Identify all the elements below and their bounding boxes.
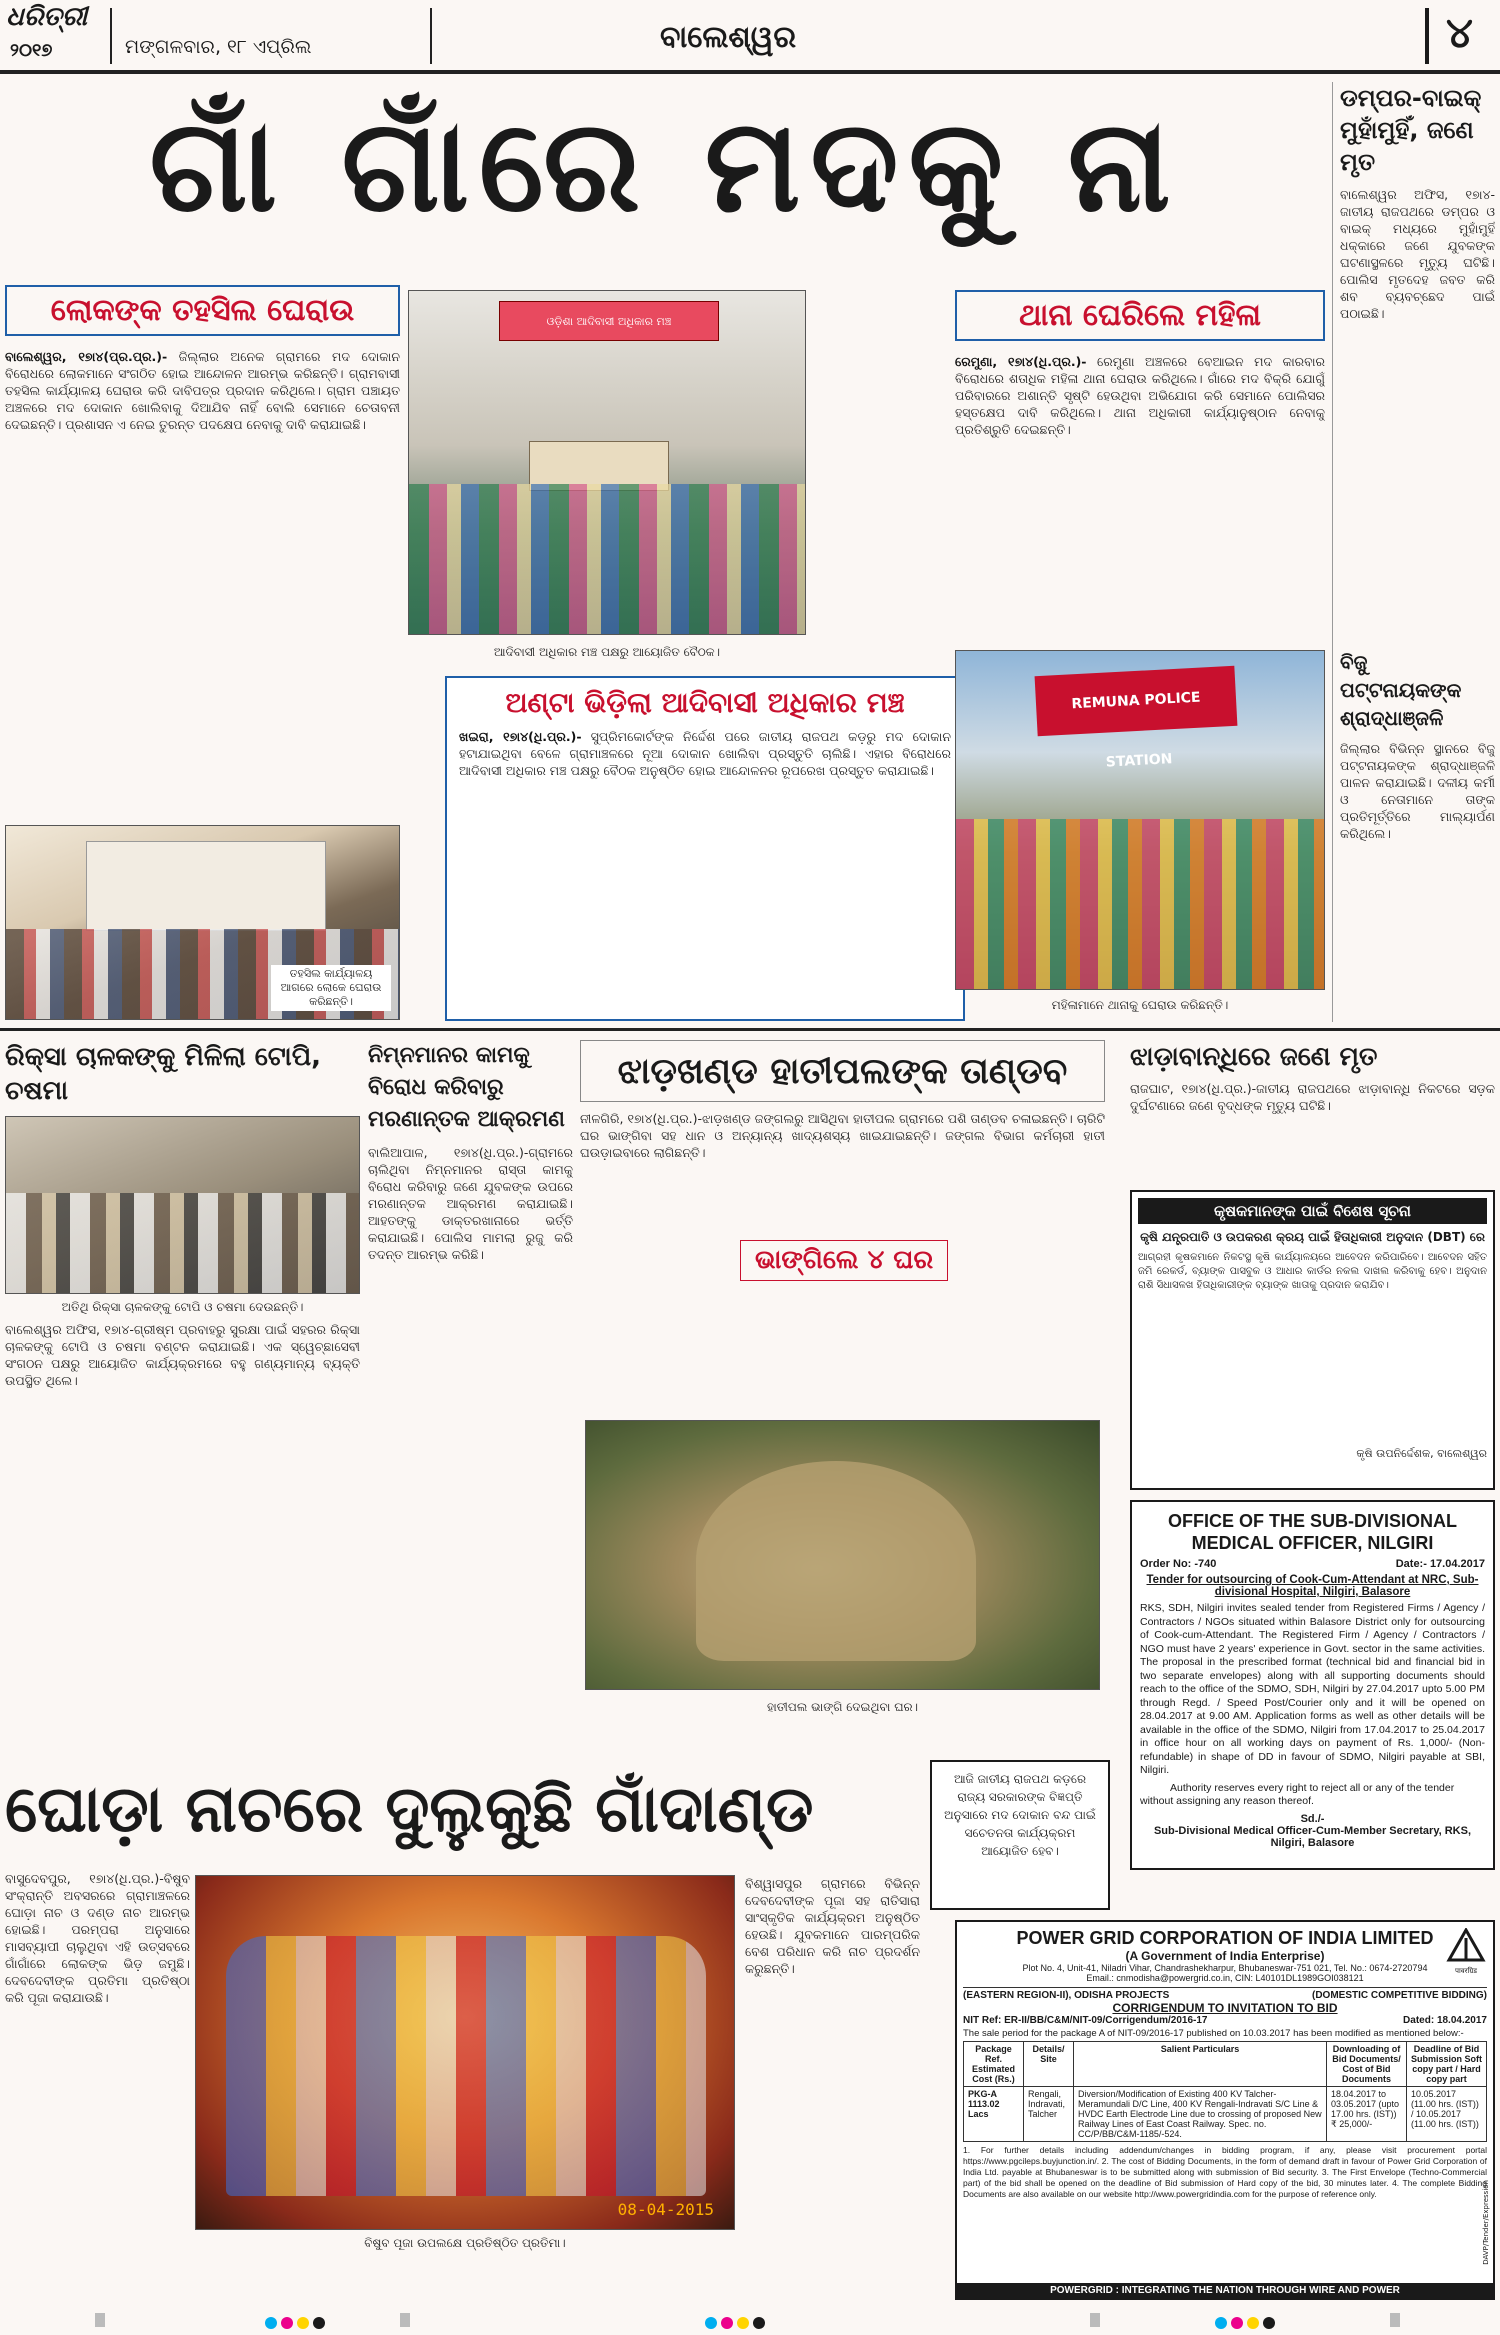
black-dot-icon — [1263, 2317, 1275, 2329]
table-cell: PKG-A 1113.02 Lacs — [964, 2087, 1024, 2142]
right-story — [955, 290, 1325, 645]
masthead-separator — [110, 8, 112, 64]
powergrid-table-header — [964, 2042, 1487, 2087]
powergrid-vertical-code: DAVP/Tender/Expression — [1482, 2180, 1490, 2265]
gray-bar-mid-2 — [1090, 2313, 1100, 2327]
center-story-body — [459, 728, 951, 1008]
black-dot-icon — [313, 2317, 325, 2329]
registration-marks — [0, 2305, 1500, 2335]
sdmo-authority: Authority reserves every right to reject all or any of the tender without assigning any reason thereof. — [1140, 1781, 1455, 1807]
police-station-sign — [1035, 666, 1238, 771]
sidebar-headline-2: ବିଜୁ ପଟ୍ଟନାୟକଙ୍କ ଶ୍ରାଦ୍ଧାଞ୍ଜଳି — [1340, 650, 1462, 730]
gray-bar-right — [1390, 2313, 1400, 2327]
yellow-dot-icon — [737, 2317, 749, 2329]
right-story-photo-caption: ମହିଳାମାନେ ଥାନାକୁ ଘେରାଉ କରିଛନ୍ତି। — [1051, 998, 1229, 1012]
cyan-dot-icon — [705, 2317, 717, 2329]
powergrid-header — [963, 1928, 1487, 1983]
magenta-dot-icon — [1231, 2317, 1243, 2329]
attack-headline: ନିମ୍ନମାନର କାମକୁ ବିରୋଧ କରିବାରୁ ମରଣାନ୍ତକ ଆକ୍ରମଣ — [368, 1043, 565, 1132]
main-headline: ଗାଁ ଗାଁରେ ମଦକୁ ନା — [149, 92, 1181, 241]
table-cell: 10.05.2017 (11.00 hrs. (IST)) / 10.05.2017 (11.00 hrs. (IST)) — [1407, 2087, 1487, 2142]
powergrid-sale-line: The sale period for the package A of NIT-09/2016-17 published on 10.03.2017 has been modified as mentioned below:- — [963, 2028, 1464, 2039]
farmers-notice — [1130, 1190, 1495, 1490]
small-notice-text: ଆଜି ଜାତୀୟ ରାଜପଥ କଡ଼ରେ ରାଜ୍ୟ ସରକାରଙ୍କ ବିଜ୍ଞପ୍ତି ଅନୁସାରେ ମଦ ଦୋକାନ ବନ୍ଦ ପାଇଁ ସଚେତନତା କାର୍ଯ୍ୟକ୍ରମ ଆୟୋଜିତ ହେବ। — [944, 1772, 1096, 1858]
right-story-photo — [955, 650, 1325, 990]
powergrid-email: Email.: cnmodisha@powergrid.co.in, CIN: L40101DL1989GOI038121 — [1086, 1973, 1364, 1983]
center-story-photo-caption: ଆଦିବାସୀ ଅଧିକାର ମଞ୍ଚ ପକ୍ଷରୁ ଆୟୋଜିତ ବୈଠକ। — [493, 645, 721, 659]
center-story-text: ସୁପ୍ରିମକୋର୍ଟଙ୍କ ନିର୍ଦ୍ଦେଶ ପରେ ଜାତୀୟ ରାଜପଥ କଡ଼ରୁ ମଦ ଦୋକାନ ହଟାଯାଇଥିବା ବେଳେ ଗ୍ରାମାଞ୍ଚଳରେ ନୂଆ ଦୋକାନ ଖୋଲିବା ପ୍ରସ୍ତୁତି ଚାଲିଛି। ଏହାର ବିରୋଧରେ ଆଦିବାସୀ ଅଧିକାର ମଞ୍ଚ ପକ୍ଷରୁ ବୈଠକ ଅନୁଷ୍ଠିତ ହୋଇ ଆନ୍ଦୋଳନର ରୂପରେଖ ପ୍ରସ୍ତୁତ କରାଯାଇଛି। — [459, 729, 951, 778]
elephant-story — [580, 1040, 1105, 1730]
rickshaw-people-shape — [6, 1193, 359, 1293]
sidebar-headline: ଡମ୍ପର-ବାଇକ୍ ମୁହାଁମୁହିଁ, ଜଣେ ମୃତ — [1340, 84, 1482, 176]
table-header-cell: Deadline of Bid Submission Soft copy part / Hard copy part — [1407, 2042, 1487, 2087]
powergrid-footer-note: 1. For further details including addendum/changes in bidding program, if any, please visit procurement portal https://www.pgcileps.buyjunction.in/. 2. The cost of Bidding Documents, in the form of demand draft in favour of Power Grid Corporation of India Ltd. payable at Bhubaneswar is to be submitted along with submission of Bid security. 3. The First Envelope (Techno-Commercial part) of the bid shall be opened on the deadline of Bid submission of Hard copy of the bid, 30 minutes later. 4. The complete Bidding Documents are also available on our website http://www.powergridindia.com for the purpose of reference only. — [963, 2145, 1487, 2199]
masthead-year: ୨୦୧୭ — [10, 40, 53, 61]
table-header-cell: Package Ref. Estimated Cost (Rs.) — [964, 2042, 1024, 2087]
sdmo-order-no: Order No: -740 — [1140, 1558, 1217, 1570]
elephant-subhead: ଭାଙ୍ଗିଲେ ୪ ଘର — [740, 1240, 948, 1281]
table-header-cell: Downloading of Bid Documents/ Cost of Bid Documents — [1327, 2042, 1407, 2087]
sdmo-body: RKS, SDH, Nilgiri invites sealed tender from Registered Firms / Agency / Contractors / NGOs situated within Balasore District only for outsourcing of Cook-cum-Attendant. The Registered Firm / Agency / Contractors / NGO must have 2 years' experience in Govt. sector in the same activities. The proposal in the prescribed format (technical bid and financial bid in two separate envelopes) along with all supporting documents should reach to the office of the SDMO, SDH, Nilgiri by 27.04.2017 upto 5.00 PM through Regd. / Speed Post/Courier only and it will be opened on 28.04.2017 at 9.00 AM. Application forms as well as other details will be available in the office of the SDMO, Nilgiri from 17.04.2017 to 25.04.2017 in office hour on all working days on payment of Rs. 1,000/- (Non-refundable) in shape of DD in favour of SDMO, Nilgiri payable at SBI, Nilgiri. — [1140, 1602, 1485, 1776]
police-sign-text: REMUNA POLICE STATION — [1071, 689, 1201, 771]
center-story-dateline: ଖଇରା, ୧୭ା୪(ଧି.ପ୍ର.)- — [459, 729, 582, 744]
masthead-rule — [0, 70, 1500, 74]
powergrid-logo-label: पावरग्रिड — [1454, 1968, 1478, 1975]
attack-story — [368, 1040, 573, 1760]
farmers-notice-title: କୃଷକମାନଙ୍କ ପାଇଁ ବିଶେଷ ସୂଚନା — [1138, 1198, 1487, 1224]
black-dot-icon — [753, 2317, 765, 2329]
small-notice — [930, 1760, 1110, 1910]
cyan-dot-icon — [1215, 2317, 1227, 2329]
page-number: ୪ — [1425, 8, 1490, 64]
masthead-date: ମଙ୍ଗଳବାର, ୧୮ ଏପ୍ରିଲ — [125, 36, 312, 58]
farmers-notice-sign: କୃଷି ଉପନିର୍ଦ୍ଦେଶକ, ବାଲେଶ୍ୱର — [1356, 1447, 1487, 1460]
jhadabandi-headline: ଝାଡ଼ାବାନ୍ଧିରେ ଜଣେ ମୃତ — [1130, 1042, 1378, 1072]
gray-bar-left — [95, 2313, 105, 2327]
sidebar-body-2: ଜିଲ୍ଲାର ବିଭିନ୍ନ ସ୍ଥାନରେ ବିଜୁ ପଟ୍ଟନାୟକଙ୍କ ଶ୍ରାଦ୍ଧାଞ୍ଜଳି ପାଳନ କରାଯାଇଛି। ଦଳୀୟ କର୍ମୀ ଓ ନେତାମାନେ ତାଙ୍କ ପ୍ରତିମୂର୍ତ୍ତିରେ ମାଲ୍ୟାର୍ପଣ କରିଥିଲେ। — [1340, 741, 1495, 841]
left-story-headline-text: ଲୋକଙ୍କ ତହସିଲ ଘେରାଉ — [50, 293, 355, 328]
dance-right-body: ବିଶ୍ୱାସପୁର ଗ୍ରାମରେ ବିଭିନ୍ନ ଦେବଦେବୀଙ୍କ ପୂଜା ସହ ରାତିସାରା ସାଂସ୍କୃତିକ କାର୍ଯ୍ୟକ୍ରମ ଅନୁଷ୍ଠିତ ହେଉଛି। ଯୁବକମାନେ ପାରମ୍ପରିକ ବେଶ ପରିଧାନ କରି ନାଚ ପ୍ରଦର୍ଶନ କରୁଛନ୍ତି। — [745, 1876, 920, 1976]
sdmo-date: Date:- 17.04.2017 — [1395, 1558, 1485, 1570]
powergrid-notice — [955, 1920, 1495, 2300]
sidebar-divider — [1332, 82, 1333, 1022]
powergrid-subtitle: (A Government of India Enterprise) — [1125, 1949, 1325, 1963]
right-story-dateline: ରେମୁଣା, ୧୭ା୪(ଧି.ପ୍ର.)- — [955, 354, 1087, 369]
masthead-logo: ଧରିତ୍ରୀ — [6, 2, 88, 32]
powergrid-ref-row — [963, 2015, 1487, 2026]
dance-photo-timestamp: 08-04-2015 — [617, 2200, 714, 2219]
dance-photo-caption: ବିଷୁବ ପୂଜା ଉପଲକ୍ଷେ ପ୍ରତିଷ୍ଠିତ ପ୍ରତିମା। — [364, 2236, 566, 2250]
yellow-dot-icon — [1247, 2317, 1259, 2329]
sdmo-order-row — [1140, 1558, 1485, 1570]
color-dots-3 — [1215, 2314, 1279, 2333]
elephant-photo-caption: ହାତୀପଲ ଭାଙ୍ଗି ଦେଇଥିବା ଘର। — [766, 1700, 919, 1714]
masthead-separator-2 — [430, 8, 432, 64]
rickshaw-photo — [5, 1116, 360, 1294]
cyan-dot-icon — [265, 2317, 277, 2329]
sdmo-notice — [1130, 1500, 1495, 1870]
left-story-headline — [5, 285, 400, 336]
center-story-box — [445, 676, 965, 1021]
sdmo-signatory: Sub-Divisional Medical Officer-Cum-Member Secretary, RKS, Nilgiri, Balasore — [1153, 1824, 1472, 1849]
rickshaw-body: ବାଲେଶ୍ୱର ଅଫିସ, ୧୭ା୪-ଗ୍ରୀଷ୍ମ ପ୍ରବାହରୁ ସୁରକ୍ଷା ପାଇଁ ସହରର ରିକ୍ସା ଚାଳକଙ୍କୁ ଟୋପି ଓ ଚଷମା ବଣ୍ଟନ କରାଯାଇଛି। ଏକ ସ୍ୱେଚ୍ଛାସେବୀ ସଂଗଠନ ପକ୍ଷରୁ ଆୟୋଜିତ କାର୍ଯ୍ୟକ୍ରମରେ ବହୁ ଗଣ୍ୟମାନ୍ୟ ବ୍ୟକ୍ତି ଉପସ୍ଥିତ ଥିଲେ। — [5, 1322, 360, 1388]
powergrid-region-row — [963, 1987, 1487, 2001]
dance-photo — [195, 1875, 735, 2230]
right-story-headline — [955, 290, 1325, 341]
powergrid-dated: Dated: 18.04.2017 — [1403, 2015, 1487, 2026]
office-building-icon — [86, 841, 326, 931]
right-story-body — [955, 353, 1325, 633]
color-dots-1 — [265, 2314, 329, 2333]
powergrid-tagline: POWERGRID : INTEGRATING THE NATION THROUGH WIRE AND POWER — [957, 2283, 1493, 2298]
idol-shapes — [226, 1936, 706, 2196]
rickshaw-headline: ରିକ୍ସା ଚାଳକଙ୍କୁ ମିଳିଲା ଟୋପି, ଚଷମା — [5, 1042, 322, 1106]
gray-bar-mid — [400, 2313, 410, 2327]
powergrid-bidding: (DOMESTIC COMPETITIVE BIDDING) — [1312, 1990, 1487, 2001]
banner-text: ଓଡ଼ିଶା ଆଦିବାସୀ ଅଧିକାର ମଞ୍ଚ — [546, 315, 672, 328]
left-story-text: ଜିଲ୍ଲାର ଅନେକ ଗ୍ରାମରେ ମଦ ଦୋକାନ ବିରୋଧରେ ଲୋକମାନେ ସଂଗଠିତ ହୋଇ ଆନ୍ଦୋଳନ ଆରମ୍ଭ କରିଛନ୍ତି। ଗ୍ରାମବାସୀ ତହସିଲ କାର୍ଯ୍ୟାଳୟ ଘେରାଉ କରି ଦାବିପତ୍ର ପ୍ରଦାନ କରିଥିଲେ। ଗ୍ରାମ ପଞ୍ଚାୟତ ଅଞ୍ଚଳରେ ମଦ ଦୋକାନ ଖୋଲିବାକୁ ଦିଆଯିବ ନାହିଁ ବୋଲି ସେମାନେ ଚେତାବନୀ ଦେଇଛନ୍ତି। ପ୍ରଶାସନ ଏ ନେଇ ତୁରନ୍ତ ପଦକ୍ଷେପ ନେବାକୁ ଦାବି କରାଯାଇଛି। — [5, 349, 400, 432]
table-row — [964, 2087, 1487, 2142]
sdmo-sd: Sd./- — [1300, 1812, 1325, 1825]
masthead — [0, 0, 1500, 72]
color-dots-2 — [705, 2314, 769, 2333]
powergrid-logo-icon — [1445, 1928, 1487, 1962]
yellow-dot-icon — [297, 2317, 309, 2329]
sidebar-body: ବାଲେଶ୍ୱର ଅଫିସ, ୧୭ା୪-ଜାତୀୟ ରାଜପଥରେ ଡମ୍ପର ଓ ବାଇକ୍ ମଧ୍ୟରେ ମୁହାଁମୁହିଁ ଧକ୍କାରେ ଜଣେ ଯୁବକଙ୍କ ଘଟଣାସ୍ଥଳରେ ମୃତ୍ୟୁ ଘଟିଛି। ପୋଲିସ ମୃତଦେହ ଜବତ କରି ଶବ ବ୍ୟବଚ୍ଛେଦ ପାଇଁ ପଠାଇଛି। — [1340, 187, 1495, 321]
table-cell: 18.04.2017 to 03.05.2017 (upto 17.00 hrs. (IST)) ₹ 25,000/- — [1327, 2087, 1407, 2142]
center-story-photo — [408, 290, 806, 635]
powergrid-address: Plot No. 4, Unit-41, Niladri Vihar, Chandrashekharpur, Bhubaneswar-751 021, Tel. No.: 0674-2720794 — [1022, 1963, 1428, 1973]
sdmo-title: OFFICE OF THE SUB-DIVISIONAL MEDICAL OFFICER, NILGIRI — [1167, 1511, 1457, 1553]
right-story-headline-text: ଥାନା ଘେରିଲେ ମହିଳା — [1019, 298, 1261, 333]
left-story-body — [5, 348, 400, 788]
left-story-dateline: ବାଲେଶ୍ୱର, ୧୭ା୪(ପ୍ର.ପ୍ର.)- — [5, 349, 168, 364]
jhadabandi-story — [1130, 1040, 1495, 1190]
powergrid-logo — [1445, 1928, 1487, 1974]
people-shape — [409, 484, 805, 634]
hut-shape — [696, 1461, 976, 1661]
farmers-notice-lead: କୃଷି ଯନ୍ତ୍ରପାତି ଓ ଉପକରଣ କ୍ରୟ ପାଇଁ ହିତାଧିକାରୀ ଅନୁଦାନ (DBT) ରେ — [1140, 1230, 1485, 1244]
dance-body: ବାସୁଦେବପୁର, ୧୭ା୪(ଧି.ପ୍ର.)-ବିଷୁବ ସଂକ୍ରାନ୍ତି ଅବସରରେ ଗ୍ରାମାଞ୍ଚଳରେ ଘୋଡ଼ା ନାଚ ଓ ଦଣ୍ଡ ନାଚ ଆରମ୍ଭ ହୋଇଛି। ପରମ୍ପରା ଅନୁସାରେ ମାସବ୍ୟାପୀ ଚାଲୁଥିବା ଏହି ଉତ୍ସବରେ ଗାଁଗାଁରେ ଲୋକଙ୍କ ଭିଡ଼ ଜମୁଛି। ଦେବଦେବୀଙ୍କ ପ୍ରତିମା ପ୍ରତିଷ୍ଠା କରି ପୂଜା କରାଯାଉଛି। — [5, 1871, 190, 2005]
powergrid-region: (EASTERN REGION-II), ODISHA PROJECTS — [963, 1990, 1170, 2001]
table-cell: Diversion/Modification of Existing 400 KV Talcher-Meramundali D/C Line, 400 KV Rengali-Indravati S/C Line & HVDC Earth Electrode Line due to crossing of proposed New Railway Lines of East Coast Railway. Spec. no. CC/P/BB/C&M-1185/-524. — [1074, 2087, 1327, 2142]
sdmo-subject: Tender for outsourcing of Cook-Cum-Attendant at NRC, Sub-divisional Hospital, Nilgiri, Balasore — [1146, 1574, 1479, 1598]
rickshaw-photo-caption: ଅତିଥି ରିକ୍ସା ଚାଳକଙ୍କୁ ଟୋପି ଓ ଚଷମା ଦେଉଛନ୍ତି। — [61, 1300, 304, 1314]
elephant-text: ନୀଳଗିରି, ୧୭ା୪(ଧି.ପ୍ର.)-ଝାଡ଼ଖଣ୍ଡ ଜଙ୍ଗଲରୁ ଆସିଥିବା ହାତୀପଲ ଗ୍ରାମରେ ପଶି ତାଣ୍ଡବ ଚଳାଇଛନ୍ତି। ଚାରିଟି ଘର ଭାଙ୍ଗିବା ସହ ଧାନ ଓ ଅନ୍ୟାନ୍ୟ ଖାଦ୍ୟଶସ୍ୟ ଖାଇଯାଇଛନ୍ତି। ଜଙ୍ଗଲ ବିଭାଗ କର୍ମଚାରୀ ହାତୀ ଘଉଡ଼ାଇବାରେ ଲାଗିଛନ୍ତି। — [580, 1111, 1105, 1160]
women-shape — [956, 819, 1324, 989]
table-cell: Rengali, Indravati, Talcher — [1024, 2087, 1074, 2142]
section-title: ବାଲେଶ୍ୱର — [660, 20, 797, 55]
section-rule-1 — [0, 1028, 1500, 1031]
powergrid-corrigendum: CORRIGENDUM TO INVITATION TO BID — [1112, 2001, 1338, 2015]
elephant-headline: ଝାଡ଼ଖଣ୍ଡ ହାତୀପଲଙ୍କ ତାଣ୍ଡବ — [580, 1040, 1105, 1102]
center-story-headline: ଅଣ୍ଟା ଭିଡ଼ିଲା ଆଦିବାସୀ ଅଧିକାର ମଞ୍ଚ — [505, 686, 905, 719]
elephant-photo — [585, 1420, 1100, 1690]
magenta-dot-icon — [721, 2317, 733, 2329]
powergrid-title: POWER GRID CORPORATION OF INDIA LIMITED — [1016, 1928, 1434, 1948]
rickshaw-story — [5, 1040, 360, 1760]
jhadabandi-body: ରାଜଘାଟ, ୧୭ା୪(ଧି.ପ୍ର.)-ଜାତୀୟ ରାଜପଥରେ ଝାଡ଼ାବାନ୍ଧି ନିକଟରେ ସଡ଼କ ଦୁର୍ଘଟଣାରେ ଜଣେ ବୃଦ୍ଧଙ୍କ ମୃତ୍ୟୁ ଘଟିଛି। — [1130, 1081, 1495, 1113]
banner-shape — [499, 301, 719, 341]
table-header-cell: Salient Particulars — [1074, 2042, 1327, 2087]
sidebar-right — [1340, 82, 1495, 1022]
left-story-photo-caption: ତହସିଲ କାର୍ଯ୍ୟାଳୟ ଆଗରେ ଲୋକେ ଘେରାଉ କରିଛନ୍ତି। — [271, 965, 391, 1011]
farmers-notice-body: ଆଗ୍ରହୀ କୃଷକମାନେ ନିକଟସ୍ଥ କୃଷି କାର୍ଯ୍ୟାଳୟରେ ଆବେଦନ କରିପାରିବେ। ଆବେଦନ ସହିତ ଜମି ରେକର୍ଡ, ବ୍ୟାଙ୍କ ପାସବୁକ ଓ ଆଧାର କାର୍ଡର ନକଲ ଦାଖଲ କରିବାକୁ ହେବ। ଅନୁଦାନ ରାଶି ସିଧାସଳଖ ହିତାଧିକାରୀଙ୍କ ବ୍ୟାଙ୍କ ଖାତାକୁ ପ୍ରଦାନ କରାଯିବ। — [1138, 1252, 1487, 1291]
dance-headline: ଘୋଡ଼ା ନାଚରେ ଦୁଲୁକୁଛି ଗାଁଦାଣ୍ଡ — [5, 1773, 814, 1847]
table-header-cell: Details/ Site — [1024, 2042, 1074, 2087]
powergrid-nit-ref: NIT Ref: ER-II/BB/C&M/NIT-09/Corrigendum/2016-17 — [963, 2015, 1208, 2026]
left-story-photo — [5, 825, 400, 1020]
right-story-text: ରେମୁଣା ଅଞ୍ଚଳରେ ବେଆଇନ ମଦ କାରବାର ବିରୋଧରେ ଶତାଧିକ ମହିଳା ଥାନା ଘେରାଉ କରିଥିଲେ। ଗାଁରେ ମଦ ବିକ୍ରି ଯୋଗୁଁ ପରିବାରରେ ଅଶାନ୍ତି ସୃଷ୍ଟି ହେଉଥିବା ଅଭିଯୋଗ କରି ସେମାନେ ପୋଲିସର ହସ୍ତକ୍ଷେପ ଦାବି କରିଥିଲେ। ଥାନା ଅଧିକାରୀ କାର୍ଯ୍ୟାନୁଷ୍ଠାନ ନେବାକୁ ପ୍ରତିଶ୍ରୁତି ଦେଇଛନ୍ତି। — [955, 354, 1325, 437]
powergrid-table — [963, 2041, 1487, 2142]
attack-body: ବାଲିଆପାଳ, ୧୭ା୪(ଧି.ପ୍ର.)-ଗ୍ରାମରେ ଚାଲିଥିବା ନିମ୍ନମାନର ରାସ୍ତା କାମକୁ ବିରୋଧ କରିବାରୁ ଜଣେ ଯୁବକଙ୍କ ଉପରେ ମରଣାନ୍ତକ ଆକ୍ରମଣ କରାଯାଇଛି। ଆହତଙ୍କୁ ଡାକ୍ତରଖାନାରେ ଭର୍ତ୍ତି କରାଯାଇଛି। ପୋଲିସ ମାମଲା ରୁଜୁ କରି ତଦନ୍ତ ଆରମ୍ଭ କରିଛି। — [368, 1145, 573, 1262]
magenta-dot-icon — [281, 2317, 293, 2329]
